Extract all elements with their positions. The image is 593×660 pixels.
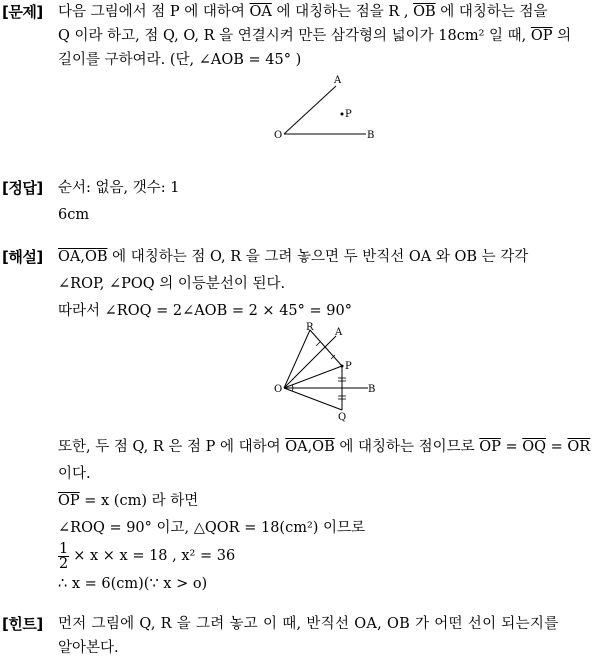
problem-line-2: Q 이라 하고, 점 Q, O, R 을 연결시켜 만든 삼각형의 넓이가 18cm² 일 때, $\overline{OP}$ 의	[58, 28, 572, 44]
hint-line-2: 알아본다.	[58, 640, 119, 656]
point-p	[341, 365, 344, 368]
explanation-line-5: 이다.	[58, 466, 91, 482]
segment-ob: $\overline{OB}$	[413, 4, 436, 20]
label-q: Q	[338, 412, 347, 422]
explanation-line-4: 또한, 두 점 Q, R 은 점 P 에 대하여 OA,OB 에 대칭하는 점이므로 $\overline{OP} = \overline{OQ} = \overline{OR}$	[58, 439, 591, 455]
ray-oa	[284, 336, 336, 388]
label-o: O	[274, 130, 283, 141]
point-p	[341, 113, 344, 116]
label-r: R	[306, 322, 314, 333]
answer-tag: [정답]	[2, 179, 43, 197]
problem-figure	[270, 70, 380, 146]
label-b: B	[368, 384, 376, 395]
problem-line-3: 길이를 구하여라. (단, ∠AOB = 45° )	[58, 52, 302, 68]
hint-body	[58, 612, 589, 660]
fraction-half: $\frac{1}{2}$	[59, 540, 69, 572]
explanation-continued	[58, 435, 589, 596]
label-a: A	[335, 327, 343, 338]
explanation-line-1: OA,OB 에 대칭하는 점 O, R 을 그려 놓으면 두 반직선 OA 와 OB 는 각각	[58, 249, 529, 265]
label-a: A	[334, 75, 342, 86]
explanation-line-3: 따라서 ∠ROQ = 2∠AOB = 2 × 45° = 90°	[58, 303, 352, 319]
answer-line-2: 6cm	[58, 207, 90, 223]
label-p: P	[345, 109, 352, 120]
answer-line-1: 순서: 없음, 갯수: 1	[58, 180, 180, 196]
problem-line-1: 다음 그림에서 점 P 에 대하여 $\overline{OA}$ 에 대칭하는 점을 R , $\overline{OB}$ 에 대칭하는 점을	[58, 4, 548, 20]
segment-oa: $\overline{OA}$	[249, 4, 272, 20]
explanation-line-9: ∴ x = 6(cm)(∵ x > o)	[58, 576, 208, 592]
explanation-figure	[270, 322, 380, 422]
explanation-body	[58, 245, 589, 323]
problem-tag: [문제]	[2, 3, 43, 21]
explanation-line-7: ∠ROQ = 90° 이고, △QOR = 18(cm²) 이므로	[58, 520, 366, 536]
answer-body	[58, 176, 589, 227]
segment-oq	[284, 388, 342, 410]
problem-body	[58, 0, 589, 72]
ray-oa	[284, 86, 336, 134]
explanation-line-6: $\overline{OP} = x$ (cm) 라 하면	[58, 493, 199, 509]
explanation-tag: [해설]	[2, 248, 43, 266]
explanation-line-2: ∠ROP, ∠POQ 의 이등분선이 된다.	[58, 276, 286, 292]
explanation-line-8: $\frac{1}{2}$ × x × x = 18 , x² = 36	[59, 540, 236, 572]
label-p: P	[345, 361, 352, 372]
hint-line-1: 먼저 그림에 Q, R 을 그려 놓고 이 때, 반직선 OA, OB 가 어떤 선이 되는지를	[58, 616, 559, 632]
segment-op: $\overline{OP}$	[530, 28, 553, 44]
label-b: B	[367, 130, 375, 141]
hint-tag: [힌트]	[2, 615, 43, 633]
label-o: O	[274, 384, 283, 395]
